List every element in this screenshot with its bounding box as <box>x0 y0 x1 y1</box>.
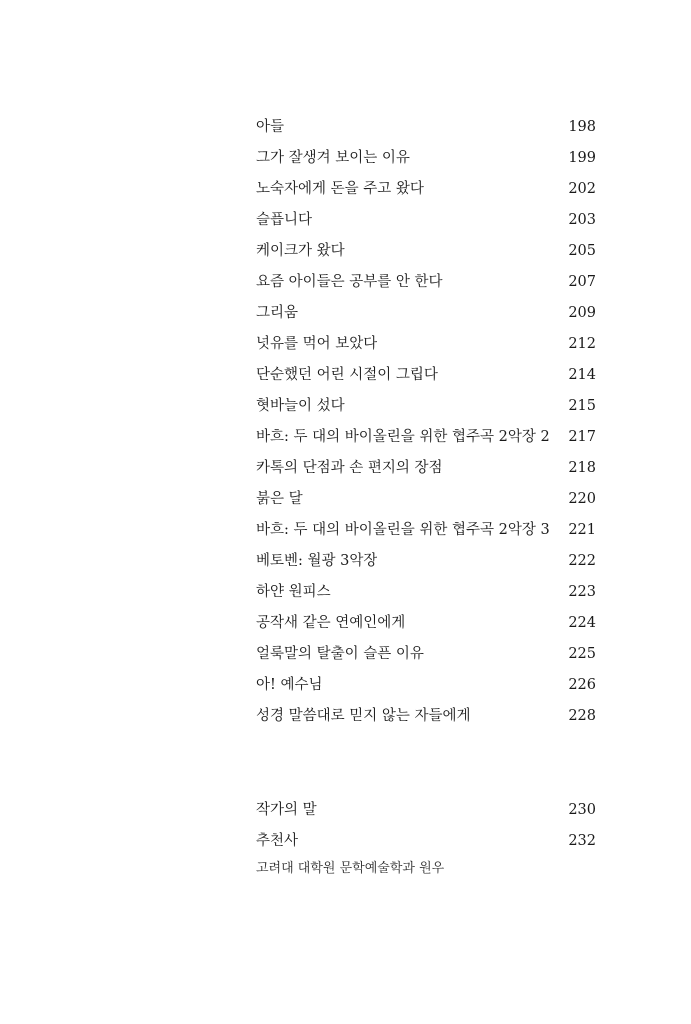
toc-entry-page: 214 <box>568 367 596 383</box>
toc-entry <box>256 701 596 732</box>
toc-entry-page: 222 <box>568 553 596 569</box>
toc-entry-page: 220 <box>568 491 596 507</box>
toc-entry-page: 218 <box>568 460 596 476</box>
toc-entry <box>256 174 596 205</box>
toc-entry-page: 232 <box>568 833 596 849</box>
toc-entry-page: 215 <box>568 398 596 414</box>
toc-entry-page: 228 <box>568 708 596 724</box>
toc-entry <box>256 267 596 298</box>
toc-entry-title: 아! 예수님 <box>256 677 323 693</box>
toc-entry <box>256 639 596 670</box>
toc-entry-title: 단순했던 어린 시절이 그립다 <box>256 367 438 383</box>
toc-entry-title: 얼룩말의 탈출이 슬픈 이유 <box>256 646 424 662</box>
toc-entry-page: 212 <box>568 336 596 352</box>
toc-entry-title: 넛유를 먹어 보았다 <box>256 336 378 352</box>
toc-entry <box>256 143 596 174</box>
toc-entry <box>256 112 596 143</box>
toc-entry <box>256 515 596 546</box>
toc-entry-title: 카톡의 단점과 손 편지의 장점 <box>256 460 443 476</box>
table-of-contents <box>256 112 596 881</box>
toc-entry <box>256 484 596 515</box>
toc-entry-title: 붉은 달 <box>256 491 303 507</box>
toc-entry-title: 바흐: 두 대의 바이올린을 위한 협주곡 2악장 3 <box>256 522 550 538</box>
toc-entry-page: 202 <box>568 181 596 197</box>
toc-entry-title: 바흐: 두 대의 바이올린을 위한 협주곡 2악장 2 <box>256 429 550 445</box>
toc-entry-page: 224 <box>568 615 596 631</box>
toc-entry-title: 요즘 아이들은 공부를 안 한다 <box>256 274 443 290</box>
toc-entry-title: 작가의 말 <box>256 802 317 818</box>
toc-entry-title: 성경 말씀대로 믿지 않는 자들에게 <box>256 708 471 724</box>
back-matter <box>256 795 596 881</box>
toc-entry <box>256 236 596 267</box>
toc-entry-page: 203 <box>568 212 596 228</box>
toc-entry <box>256 422 596 453</box>
toc-entry-page: 217 <box>568 429 596 445</box>
toc-entry-page: 223 <box>568 584 596 600</box>
toc-entry-page: 207 <box>568 274 596 290</box>
toc-entry-title: 베토벤: 월광 3악장 <box>256 553 378 569</box>
toc-entry-title: 그가 잘생겨 보이는 이유 <box>256 150 410 166</box>
toc-entry <box>256 360 596 391</box>
toc-entry-title: 추천사 <box>256 833 299 849</box>
toc-entry-title: 노숙자에게 돈을 주고 왔다 <box>256 181 424 197</box>
recommender-affiliation: 고려대 대학원 문학예술학과 원우 <box>256 861 445 876</box>
toc-entry-title: 슬픕니다 <box>256 212 313 228</box>
toc-entry <box>256 391 596 422</box>
toc-entry-title: 그리움 <box>256 305 299 321</box>
toc-entry-page: 230 <box>568 802 596 818</box>
toc-entry <box>256 670 596 701</box>
toc-entry-recommendation <box>256 826 596 857</box>
toc-entry-page: 225 <box>568 646 596 662</box>
toc-entry-title: 하얀 원피스 <box>256 584 331 600</box>
toc-entry-page: 205 <box>568 243 596 259</box>
toc-entry <box>256 577 596 608</box>
toc-entry-page: 198 <box>568 119 596 135</box>
toc-entry-page: 209 <box>568 305 596 321</box>
toc-entry-title: 공작새 같은 연예인에게 <box>256 615 406 631</box>
toc-entry-page: 199 <box>568 150 596 166</box>
toc-entries <box>256 112 596 732</box>
toc-entry-title: 아들 <box>256 119 285 135</box>
toc-entry-title: 혓바늘이 섰다 <box>256 398 345 414</box>
toc-entry <box>256 453 596 484</box>
toc-entry-afterword <box>256 795 596 826</box>
toc-entry <box>256 608 596 639</box>
toc-entry-title: 케이크가 왔다 <box>256 243 345 259</box>
section-gap <box>256 732 596 795</box>
toc-entry <box>256 205 596 236</box>
toc-entry-page: 221 <box>568 522 596 538</box>
toc-entry <box>256 329 596 360</box>
toc-entry <box>256 546 596 577</box>
toc-entry <box>256 298 596 329</box>
toc-entry-page: 226 <box>568 677 596 693</box>
